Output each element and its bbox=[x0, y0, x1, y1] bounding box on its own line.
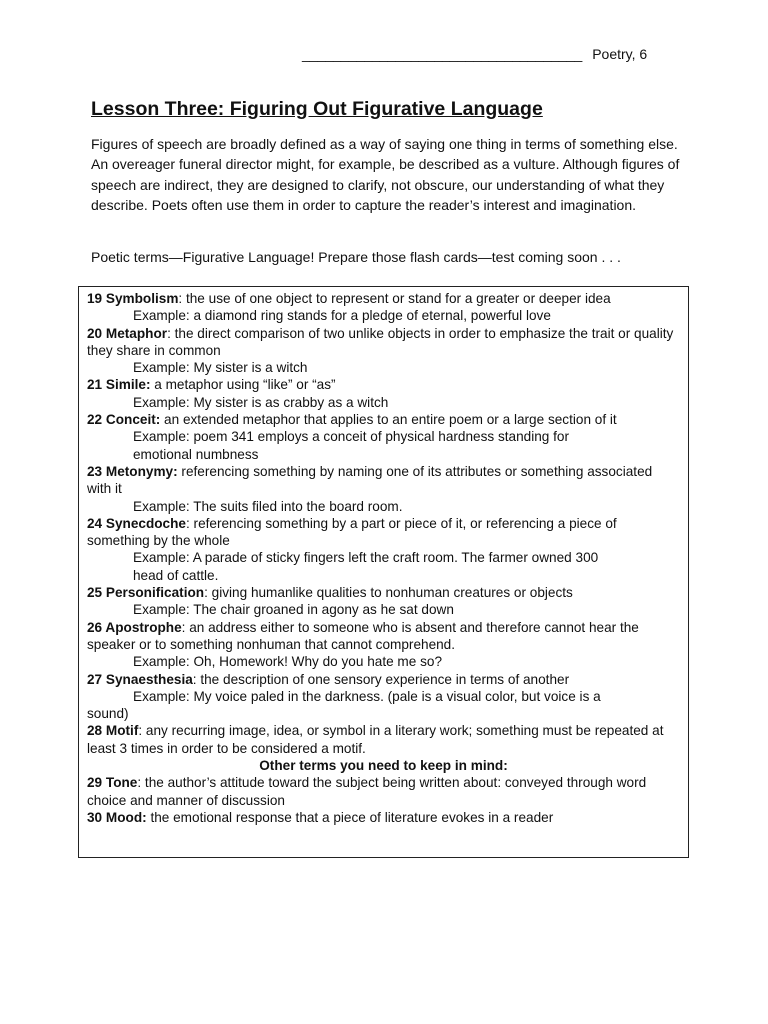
poetic-terms-line: Poetic terms—Figurative Language! Prepare those flash cards—test coming soon . . . bbox=[91, 249, 621, 265]
term-entry bbox=[87, 463, 680, 498]
term-definition: a metaphor using “like” or “as” bbox=[150, 377, 336, 393]
term-entry bbox=[87, 325, 680, 360]
term-definition: an extended metaphor that applies to an entire poem or a large section of it bbox=[160, 412, 617, 428]
term-name: 19 Symbolism bbox=[87, 291, 179, 306]
term-example: Example: A parade of sticky fingers left the craft room. The farmer owned 300 head of cattle. bbox=[133, 550, 599, 583]
header-label: Poetry, 6 bbox=[592, 46, 648, 62]
term-entry bbox=[87, 584, 680, 601]
term-entry bbox=[87, 411, 680, 428]
term-name: 27 Synaesthesia bbox=[87, 671, 193, 687]
term-example: Example: The chair groaned in agony as he sat down bbox=[133, 602, 454, 618]
other-terms-heading: Other terms you need to keep in mind: bbox=[259, 758, 508, 774]
term-definition: : the direct comparison of two unlike objects in order to emphasize the trait or quality they share in common bbox=[87, 325, 674, 358]
term-entry bbox=[87, 290, 680, 307]
term-example: Example: The suits filed into the board room. bbox=[133, 498, 403, 514]
lesson-title: Lesson Three: Figuring Out Figurative Language bbox=[91, 98, 543, 120]
term-definition: : giving humanlike qualities to nonhuman creatures or objects bbox=[204, 585, 573, 601]
term-name: 25 Personification bbox=[87, 585, 205, 601]
term-definition: referencing something by naming one of its attributes or something associated with it bbox=[87, 463, 653, 497]
term-definition: : the use of one object to represent or stand for a greater or deeper idea bbox=[178, 291, 611, 306]
term-entry bbox=[87, 809, 680, 826]
term-definition: : any recurring image, idea, or symbol in a literary work; something must be repeated at least 3 times in order to be considered a motif. bbox=[87, 723, 664, 756]
term-name: 21 Simile: bbox=[87, 377, 151, 393]
term-name: 30 Mood: bbox=[87, 809, 147, 825]
term-name: 29 Tone bbox=[87, 775, 138, 791]
page-header bbox=[302, 44, 688, 64]
term-entry bbox=[87, 376, 680, 393]
term-entry bbox=[87, 515, 680, 550]
term-name: 22 Conceit: bbox=[87, 412, 161, 428]
term-entry bbox=[87, 774, 680, 809]
term-name: 24 Synecdoche bbox=[87, 515, 186, 531]
terms-box bbox=[78, 286, 689, 858]
term-example-continuation: sound) bbox=[87, 706, 129, 722]
term-definition: : referencing something by a part or piece of it, or referencing a piece of something by the whole bbox=[87, 515, 617, 549]
term-name: 26 Apostrophe bbox=[87, 619, 182, 635]
intro-paragraph: Figures of speech are broadly defined as a way of saying one thing in terms of something else. An overeager funeral director might, for example, be described as a vulture. Although figures of speech are indirect, they are designed to clarify, not obscure, our understanding of what they describe. Poets often use them in order to capture the reader’s interest and imagination. bbox=[91, 136, 680, 214]
term-name: 20 Metaphor bbox=[87, 325, 168, 341]
term-example: Example: a diamond ring stands for a pledge of eternal, powerful love bbox=[133, 308, 551, 324]
name-blank-line: ____________________________________ bbox=[302, 46, 583, 62]
term-entry bbox=[87, 671, 680, 688]
term-example: Example: Oh, Homework! Why do you hate me so? bbox=[133, 654, 443, 670]
term-definition: : the description of one sensory experience in terms of another bbox=[192, 671, 570, 687]
term-example: Example: My voice paled in the darkness. (pale is a visual color, but voice is a bbox=[133, 688, 601, 704]
term-entry bbox=[87, 619, 680, 654]
term-name: 28 Motif bbox=[87, 723, 139, 739]
term-example: Example: My sister is a witch bbox=[133, 360, 308, 376]
term-example: Example: poem 341 employs a conceit of physical hardness standing for emotional numbness bbox=[133, 429, 569, 462]
term-definition: : an address either to someone who is absent and therefore cannot hear the speaker or to something nonhuman that cannot comprehend. bbox=[87, 619, 639, 652]
term-entry bbox=[87, 722, 680, 757]
term-example: Example: My sister is as crabby as a witch bbox=[133, 394, 389, 410]
term-definition: : the author’s attitude toward the subject being written about: conveyed through word choice and manner of discussion bbox=[87, 775, 647, 808]
term-definition: the emotional response that a piece of literature evokes in a reader bbox=[146, 809, 554, 825]
term-name: 23 Metonymy: bbox=[87, 463, 178, 479]
